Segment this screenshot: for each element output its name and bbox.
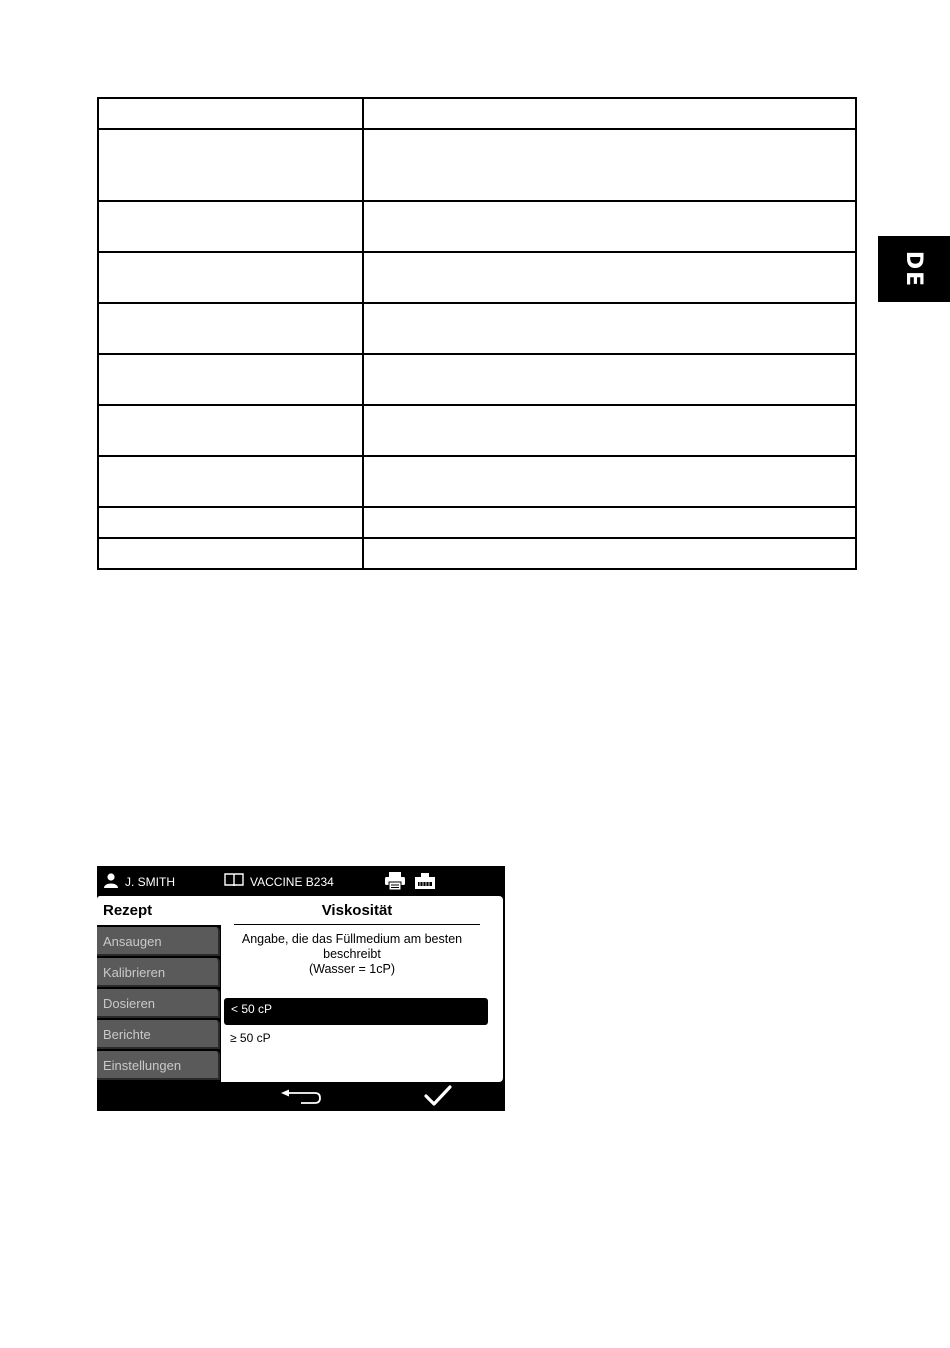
table-cell [363, 456, 856, 507]
table-row [98, 354, 856, 405]
description-line: (Wasser = 1cP) [308, 962, 395, 976]
table-cell [363, 129, 856, 201]
printer-icon[interactable] [384, 871, 406, 894]
table-cell [98, 507, 363, 538]
table-cell [363, 405, 856, 456]
table-cell [363, 201, 856, 252]
table-row [98, 303, 856, 354]
table-cell [363, 303, 856, 354]
table-cell [98, 354, 363, 405]
status-bar [97, 866, 505, 896]
panel-title: Viskosität [234, 902, 480, 925]
menu-item-einstellungen[interactable]: Einstellungen [97, 1051, 220, 1080]
table-row [98, 507, 856, 538]
table-cell [98, 252, 363, 303]
language-tab-label: DE [901, 250, 927, 288]
table-row [98, 456, 856, 507]
label-printer-icon[interactable] [414, 871, 436, 894]
user-name: J. SMITH [125, 875, 175, 889]
menu-item-dosieren[interactable]: Dosieren [97, 989, 220, 1018]
table-cell [98, 405, 363, 456]
side-menu [97, 896, 221, 1082]
table-cell [98, 129, 363, 201]
back-arrow-icon[interactable] [279, 1089, 323, 1105]
table-cell [98, 456, 363, 507]
bottom-bar [97, 1082, 505, 1111]
viscosity-panel [221, 896, 503, 1082]
table-row [98, 98, 856, 129]
tab-rezept[interactable]: Rezept [97, 896, 221, 925]
table-cell [363, 98, 856, 129]
panel-description [229, 932, 475, 977]
table-cell [98, 98, 363, 129]
device-screen [97, 866, 505, 1111]
status-icons [384, 871, 436, 894]
language-tab [878, 236, 950, 302]
table-row [98, 538, 856, 569]
table-cell [98, 303, 363, 354]
table-row [98, 201, 856, 252]
table-cell [363, 354, 856, 405]
empty-table [97, 97, 857, 570]
table-cell [363, 507, 856, 538]
description-line: beschreibt [323, 947, 381, 961]
user-icon [103, 873, 119, 891]
table-row [98, 405, 856, 456]
table-cell [98, 538, 363, 569]
checkmark-icon[interactable] [424, 1085, 452, 1107]
table-cell [363, 252, 856, 303]
menu-item-berichte[interactable]: Berichte [97, 1020, 220, 1049]
current-recipe [224, 873, 334, 890]
table-cell [363, 538, 856, 569]
recipe-name: VACCINE B234 [250, 874, 334, 889]
description-line: Angabe, die das Füllmedium am besten [241, 932, 463, 946]
option-below-50cp[interactable]: < 50 cP [224, 998, 488, 1025]
menu-item-kalibrieren[interactable]: Kalibrieren [97, 958, 220, 987]
option-at-least-50cp[interactable]: ≥ 50 cP [230, 1031, 271, 1045]
table-row [98, 129, 856, 201]
menu-item-ansaugen[interactable]: Ansaugen [97, 927, 220, 956]
current-user [103, 873, 175, 891]
table-cell [98, 201, 363, 252]
book-icon [224, 873, 244, 890]
table-row [98, 252, 856, 303]
